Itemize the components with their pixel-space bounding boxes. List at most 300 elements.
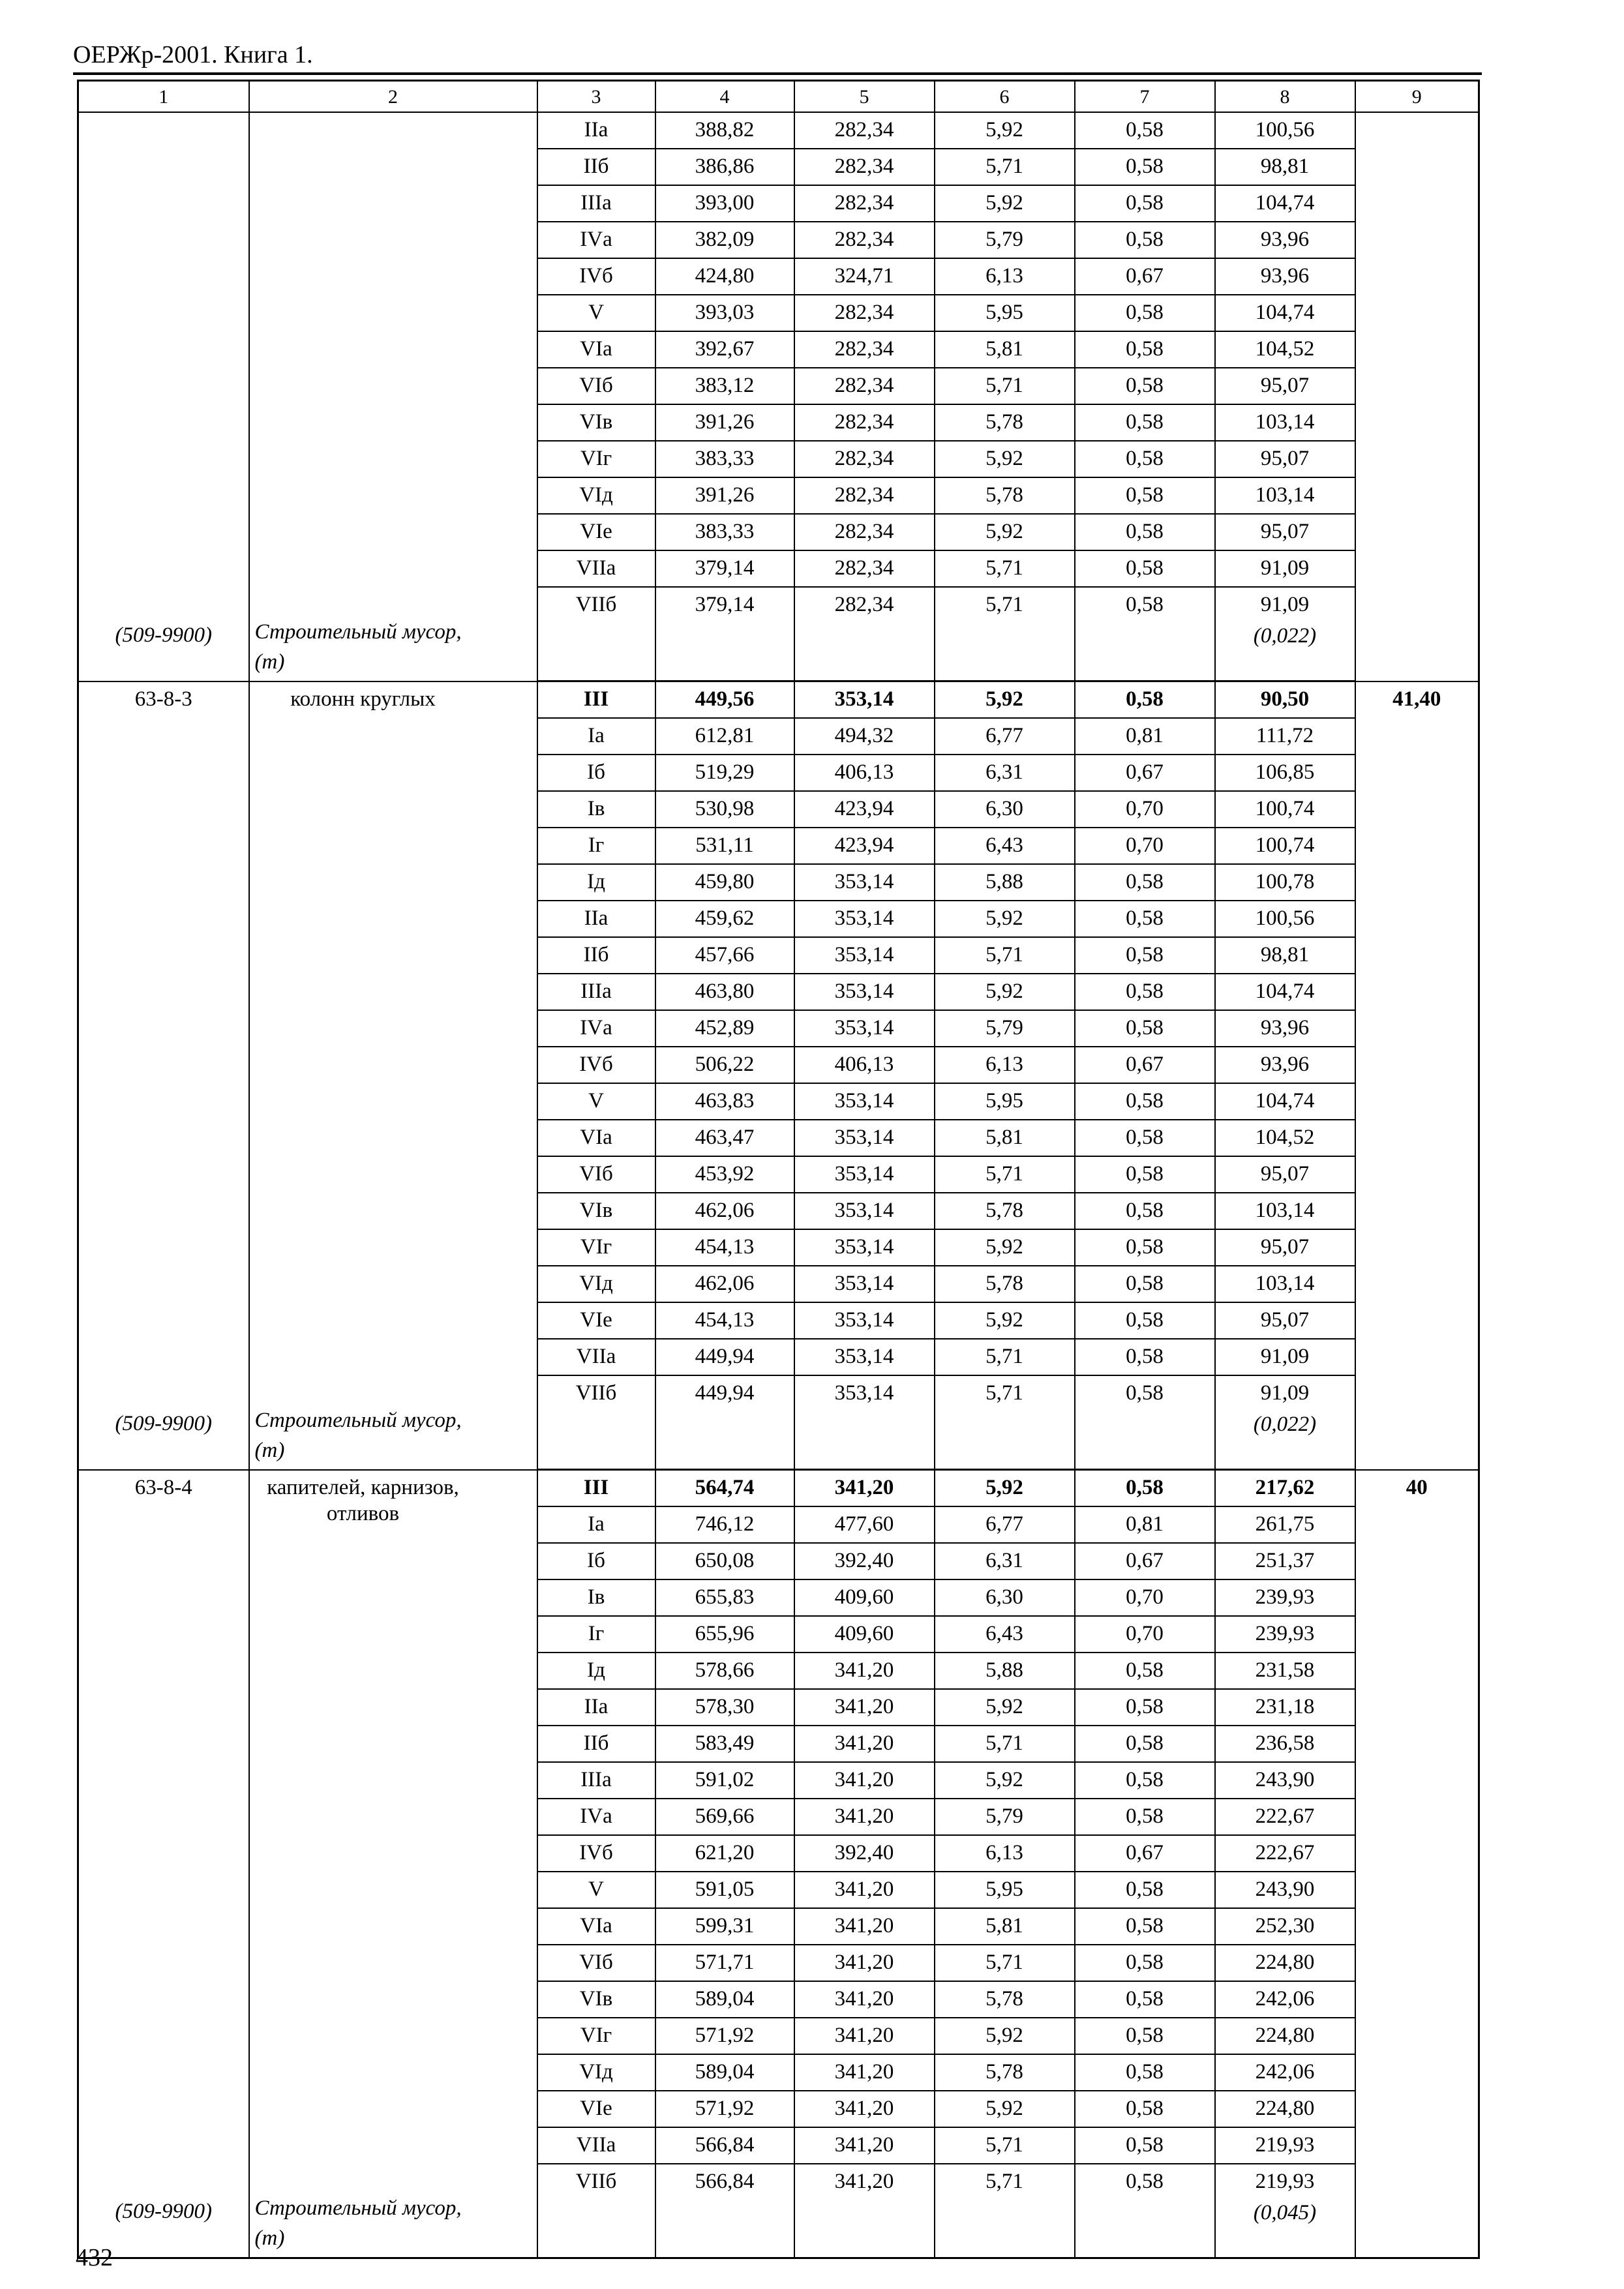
value: 0,58: [1126, 943, 1164, 966]
value: 612,81: [695, 724, 755, 747]
value-cell: [794, 2164, 935, 2258]
value: 282,34: [834, 155, 894, 178]
value-cell: [794, 1908, 935, 1945]
value-cell: [655, 331, 794, 368]
value: 392,67: [695, 337, 755, 361]
value-cell: [1215, 1981, 1355, 2018]
value-cell: [1075, 1010, 1215, 1047]
value-cell: [935, 2091, 1075, 2127]
zone-cell: [537, 1872, 655, 1908]
value-cell: [1215, 295, 1355, 331]
rate-code: 63-8-3: [134, 687, 192, 711]
value: 353,14: [834, 1089, 894, 1113]
zone-cell: [537, 222, 655, 258]
waste-name: [255, 617, 462, 677]
value: 341,20: [834, 1658, 894, 1682]
value: 393,00: [695, 191, 755, 215]
value-cell: [1215, 974, 1355, 1010]
value-cell: [794, 1835, 935, 1872]
value: 353,14: [834, 687, 894, 711]
value: 0,70: [1126, 1622, 1164, 1645]
value: 5,81: [985, 1914, 1023, 1937]
zone-label: VIе: [580, 520, 612, 543]
value: 0,58: [1126, 556, 1164, 580]
zone-label: IIб: [583, 1731, 609, 1755]
value-cell: [1215, 1689, 1355, 1726]
value: 0,58: [1126, 483, 1164, 507]
value: 5,79: [985, 1016, 1023, 1040]
value: 282,34: [834, 374, 894, 397]
zone-label: Iг: [588, 833, 605, 857]
value-cell: [1075, 1156, 1215, 1193]
zone-label: VIIа: [576, 2133, 616, 2157]
value: 353,14: [834, 906, 894, 930]
value-cell: [1215, 1835, 1355, 1872]
column-header: 1: [78, 81, 249, 113]
value: 589,04: [695, 2060, 755, 2084]
value-cell: [794, 441, 935, 477]
value-cell: [1075, 791, 1215, 828]
value: 0,58: [1126, 2170, 1164, 2193]
zone-cell: [537, 1689, 655, 1726]
value: 5,92: [985, 687, 1023, 711]
value: 91,09: [1260, 593, 1310, 616]
value: 353,14: [834, 1126, 894, 1149]
zone-label: VIа: [580, 1914, 612, 1937]
zone-label: IIа: [584, 906, 609, 930]
value: 341,20: [834, 1768, 894, 1791]
zone-cell: [537, 441, 655, 477]
value-cell: [655, 937, 794, 974]
value-cell: [655, 1470, 794, 1507]
value-cell: [935, 974, 1075, 1010]
zone-cell: [537, 112, 655, 149]
value: 0,58: [1126, 301, 1164, 324]
zone-cell: [537, 1726, 655, 1762]
value-cell: [1075, 828, 1215, 864]
zone-label: Iб: [587, 760, 605, 784]
zone-cell: [537, 718, 655, 755]
value: 452,89: [695, 1016, 755, 1040]
value-cell: [1075, 1835, 1215, 1872]
value: 578,66: [695, 1658, 755, 1682]
value: 224,80: [1255, 2024, 1315, 2047]
value-cell: [655, 1120, 794, 1156]
value-cell: [935, 477, 1075, 514]
value-cell: [935, 2127, 1075, 2164]
zone-cell: [537, 1762, 655, 1799]
value-cell: [1075, 295, 1215, 331]
value-cell: [1075, 1229, 1215, 1266]
zone-cell: [537, 974, 655, 1010]
value: 655,83: [695, 1585, 755, 1609]
value-cell: [794, 1945, 935, 1981]
value-cell: [935, 2054, 1075, 2091]
waste-value: (0,022): [1253, 624, 1317, 648]
value-cell: [1215, 828, 1355, 864]
zone-cell: [537, 2054, 655, 2091]
value: 91,09: [1260, 1381, 1310, 1405]
value: 341,20: [834, 1695, 894, 1718]
value: 222,67: [1255, 1804, 1315, 1828]
zone-cell: [537, 295, 655, 331]
zone-label: IVб: [579, 264, 613, 288]
rate-code-cell: [78, 112, 249, 681]
value: 353,14: [834, 980, 894, 1003]
value: 0,58: [1126, 1272, 1164, 1295]
waste-name-text: Строительный мусор,: [254, 1408, 462, 1432]
value-cell: [1075, 1872, 1215, 1908]
value-cell: [1215, 331, 1355, 368]
zone-cell: [537, 1543, 655, 1579]
value: 564,74: [695, 1476, 755, 1499]
zone-cell: [537, 1229, 655, 1266]
zone-cell: [537, 1470, 655, 1507]
zone-cell: [537, 1799, 655, 1835]
zone-label: Iв: [587, 797, 605, 820]
rate-code-cell: [78, 1470, 249, 2258]
value-cell: [1215, 1193, 1355, 1229]
zone-cell: [537, 477, 655, 514]
value: 282,34: [834, 410, 894, 434]
value: 95,07: [1260, 1235, 1310, 1259]
zone-cell: [537, 587, 655, 681]
value-cell: [935, 514, 1075, 550]
zone-label: VIIа: [576, 556, 616, 580]
value: 104,74: [1255, 301, 1315, 324]
value: 353,14: [834, 870, 894, 893]
value: 341,20: [834, 2170, 894, 2193]
value-cell: [1075, 1543, 1215, 1579]
zone-cell: [537, 1375, 655, 1470]
zone-label: IIIа: [580, 1768, 612, 1791]
value-cell: [1215, 441, 1355, 477]
zone-cell: [537, 791, 655, 828]
value-cell: [794, 1653, 935, 1689]
zone-label: V: [588, 301, 604, 324]
value-cell: [1215, 222, 1355, 258]
value-cell: [794, 1010, 935, 1047]
value: 5,92: [985, 980, 1023, 1003]
value: 0,81: [1126, 724, 1164, 747]
value: 5,88: [985, 1658, 1023, 1682]
value-cell: [935, 1156, 1075, 1193]
value: 353,14: [834, 1272, 894, 1295]
value-cell: [935, 1339, 1075, 1375]
value-cell: [935, 2164, 1075, 2258]
value: 98,81: [1260, 155, 1310, 178]
value: 388,82: [695, 118, 755, 142]
value-cell: [935, 1010, 1075, 1047]
value: 0,58: [1126, 1235, 1164, 1259]
value-cell: [1075, 718, 1215, 755]
value: 261,75: [1255, 1512, 1315, 1536]
value-cell: [655, 2127, 794, 2164]
value: 353,14: [834, 1016, 894, 1040]
value: 578,30: [695, 1695, 755, 1718]
value: 95,07: [1260, 1162, 1310, 1186]
waste-unit: (т): [254, 1438, 285, 1462]
zone-label: Iд: [587, 1658, 605, 1682]
value: 282,34: [834, 520, 894, 543]
zone-label: Iа: [588, 724, 605, 747]
value-cell: [655, 2018, 794, 2054]
value-cell: [655, 149, 794, 185]
value: 571,92: [695, 2024, 755, 2047]
waste-name-text: Строительный мусор,: [254, 2196, 462, 2220]
value: 103,14: [1255, 483, 1315, 507]
value: 6,13: [985, 1841, 1023, 1864]
value: 571,92: [695, 2097, 755, 2120]
value-cell: [935, 441, 1075, 477]
zone-label: III: [583, 1476, 609, 1499]
value-cell: [1075, 149, 1215, 185]
zone-label: VIг: [580, 2024, 612, 2047]
value: 353,14: [834, 1381, 894, 1405]
value: 5,79: [985, 228, 1023, 251]
value-cell: [935, 1762, 1075, 1799]
value: 95,07: [1260, 1308, 1310, 1332]
value-cell: [1075, 587, 1215, 681]
zone-cell: [537, 1047, 655, 1083]
value: 379,14: [695, 556, 755, 580]
value-cell: [1075, 258, 1215, 295]
value-cell: [935, 1835, 1075, 1872]
value-cell: [1215, 1229, 1355, 1266]
zone-label: Iб: [587, 1549, 605, 1572]
value: 341,20: [834, 1476, 894, 1499]
value-cell: [794, 755, 935, 791]
col9-cell: [1355, 112, 1479, 681]
zone-label: VIа: [580, 1126, 612, 1149]
zone-label: IIб: [583, 155, 609, 178]
value: 0,58: [1126, 191, 1164, 215]
value: 242,06: [1255, 1987, 1315, 2011]
value: 5,71: [985, 1345, 1023, 1368]
value: 0,58: [1126, 1476, 1164, 1499]
col9-value: 40: [1406, 1475, 1428, 1499]
value: 0,58: [1126, 1345, 1164, 1368]
value-cell: [1075, 1762, 1215, 1799]
value-cell: [1215, 937, 1355, 974]
value-cell: [1075, 222, 1215, 258]
zone-label: IVа: [580, 1804, 612, 1828]
value: 104,74: [1255, 1089, 1315, 1113]
value-cell: [1215, 1156, 1355, 1193]
rate-code: 63-8-4: [134, 1475, 192, 1499]
value-cell: [794, 1689, 935, 1726]
zone-cell: [537, 514, 655, 550]
value-cell: [655, 1689, 794, 1726]
column-number-row: [78, 81, 1479, 113]
value-cell: [794, 791, 935, 828]
rate-code-cell: [78, 681, 249, 1470]
work-name-cell: [249, 681, 537, 1470]
value: 0,67: [1126, 760, 1164, 784]
value-cell: [935, 1375, 1075, 1470]
zone-cell: [537, 1156, 655, 1193]
zone-cell: [537, 331, 655, 368]
zone-label: V: [588, 1878, 604, 1901]
value: 5,92: [985, 2097, 1023, 2120]
value-cell: [935, 1653, 1075, 1689]
col9-cell: [1355, 1470, 1479, 2258]
zone-label: VIв: [579, 1987, 613, 2011]
value-cell: [1075, 755, 1215, 791]
value: 5,78: [985, 2060, 1023, 2084]
value: 5,92: [985, 1476, 1023, 1499]
waste-name: [255, 1405, 462, 1465]
value-cell: [935, 791, 1075, 828]
value-cell: [1075, 2164, 1215, 2258]
waste-name: [255, 2193, 462, 2253]
zone-cell: [537, 258, 655, 295]
value: 95,07: [1260, 520, 1310, 543]
zone-label: Iг: [588, 1622, 605, 1645]
header-rule: [73, 72, 1482, 75]
value: 242,06: [1255, 2060, 1315, 2084]
value-cell: [655, 1193, 794, 1229]
value: 5,92: [985, 1235, 1023, 1259]
value: 5,95: [985, 1878, 1023, 1901]
value-cell: [935, 112, 1075, 149]
value-cell: [794, 974, 935, 1010]
value-cell: [1075, 112, 1215, 149]
value: 93,96: [1260, 1016, 1310, 1040]
value: 406,13: [834, 760, 894, 784]
value: 0,58: [1126, 2060, 1164, 2084]
value: 100,74: [1255, 797, 1315, 820]
value-cell: [794, 1981, 935, 2018]
zone-cell: [537, 1302, 655, 1339]
value: 383,12: [695, 374, 755, 397]
value: 100,74: [1255, 833, 1315, 857]
value: 111,72: [1256, 724, 1314, 747]
value-cell: [1075, 1120, 1215, 1156]
zone-cell: [537, 185, 655, 222]
value-cell: [1215, 1266, 1355, 1302]
value-cell: [935, 1302, 1075, 1339]
value-cell: [655, 1945, 794, 1981]
value: 353,14: [834, 1235, 894, 1259]
zone-label: Iа: [588, 1512, 605, 1536]
value-cell: [794, 1047, 935, 1083]
value: 650,08: [695, 1549, 755, 1572]
value: 494,32: [834, 724, 894, 747]
zone-cell: [537, 1120, 655, 1156]
value-cell: [1075, 1908, 1215, 1945]
value: 5,92: [985, 1768, 1023, 1791]
col9-value: 41,40: [1392, 687, 1441, 711]
value: 341,20: [834, 2133, 894, 2157]
value-cell: [1215, 1010, 1355, 1047]
value-cell: [794, 258, 935, 295]
value-cell: [1075, 1981, 1215, 2018]
value-cell: [655, 1156, 794, 1193]
value-cell: [794, 681, 935, 719]
value-cell: [1215, 1762, 1355, 1799]
value-cell: [794, 1726, 935, 1762]
zone-label: VIг: [580, 1235, 612, 1259]
value: 424,80: [695, 264, 755, 288]
value-cell: [1215, 1726, 1355, 1762]
value: 103,14: [1255, 410, 1315, 434]
value: 5,71: [985, 556, 1023, 580]
value: 463,80: [695, 980, 755, 1003]
zone-cell: [537, 1945, 655, 1981]
value: 93,96: [1260, 1053, 1310, 1076]
value-cell: [1075, 1506, 1215, 1543]
zone-cell: [537, 1506, 655, 1543]
value-cell: [655, 1872, 794, 1908]
value-cell: [935, 828, 1075, 864]
value-cell: [935, 681, 1075, 719]
value-cell: [655, 1835, 794, 1872]
value-cell: [794, 1762, 935, 1799]
value-cell: [655, 755, 794, 791]
value-cell: [794, 1229, 935, 1266]
value: 353,14: [834, 1162, 894, 1186]
value-cell: [935, 1083, 1075, 1120]
value-cell: [1215, 1339, 1355, 1375]
zone-label: V: [588, 1089, 604, 1113]
value: 391,26: [695, 410, 755, 434]
value: 231,58: [1255, 1658, 1315, 1682]
value: 236,58: [1255, 1731, 1315, 1755]
value: 6,30: [985, 1585, 1023, 1609]
value: 224,80: [1255, 2097, 1315, 2120]
value-cell: [935, 1616, 1075, 1653]
value-cell: [655, 1908, 794, 1945]
value: 282,34: [834, 228, 894, 251]
value-cell: [935, 185, 1075, 222]
value-cell: [794, 2127, 935, 2164]
value: 0,58: [1126, 1199, 1164, 1222]
value-cell: [1075, 2091, 1215, 2127]
value: 282,34: [834, 191, 894, 215]
value: 0,58: [1126, 2024, 1164, 2047]
value: 409,60: [834, 1622, 894, 1645]
value-cell: [1075, 185, 1215, 222]
value: 746,12: [695, 1512, 755, 1536]
zone-cell: [537, 2018, 655, 2054]
value: 6,13: [985, 1053, 1023, 1076]
value: 5,71: [985, 155, 1023, 178]
value-cell: [794, 1120, 935, 1156]
value: 100,78: [1255, 870, 1315, 893]
value: 341,20: [834, 2024, 894, 2047]
value-cell: [935, 901, 1075, 937]
zone-label: VIб: [579, 374, 613, 397]
zone-cell: [537, 901, 655, 937]
value: 0,58: [1126, 1987, 1164, 2011]
value: 5,92: [985, 2024, 1023, 2047]
value: 93,96: [1260, 228, 1310, 251]
value: 91,09: [1260, 556, 1310, 580]
value-cell: [1075, 550, 1215, 587]
value-cell: [655, 477, 794, 514]
value: 324,71: [834, 264, 894, 288]
value: 91,09: [1260, 1345, 1310, 1368]
value: 571,71: [695, 1951, 755, 1974]
value: 5,92: [985, 447, 1023, 470]
value-cell: [794, 1579, 935, 1616]
value: 0,70: [1126, 797, 1164, 820]
value-cell: [794, 937, 935, 974]
value-cell: [1075, 404, 1215, 441]
value: 0,70: [1126, 833, 1164, 857]
zone-label: IIIа: [580, 191, 612, 215]
